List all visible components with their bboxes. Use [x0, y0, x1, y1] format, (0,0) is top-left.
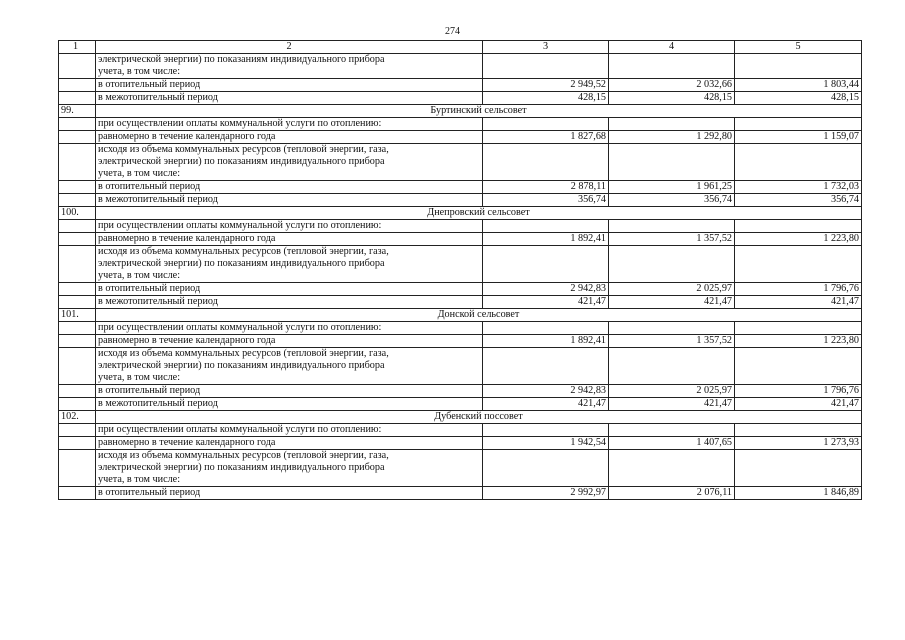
- row-number: [59, 424, 96, 437]
- row-label: в отопительный период: [96, 181, 483, 194]
- value-col-5: [735, 348, 862, 385]
- row-label: равномерно в течение календарного года: [96, 233, 483, 246]
- value-col-3: 1 892,41: [483, 335, 609, 348]
- value-col-4: [609, 450, 735, 487]
- value-col-5: 1 223,80: [735, 335, 862, 348]
- text-row: [59, 322, 862, 335]
- value-col-3: 1 892,41: [483, 233, 609, 246]
- value-col-5: [735, 322, 862, 335]
- text-row: [59, 424, 862, 437]
- value-col-4: 2 032,66: [609, 79, 735, 92]
- value-col-3: [483, 220, 609, 233]
- row-number: [59, 144, 96, 181]
- row-number: [59, 398, 96, 411]
- data-row: [59, 437, 862, 450]
- row-label: в отопительный период: [96, 79, 483, 92]
- value-col-5: [735, 144, 862, 181]
- value-col-3: 2 949,52: [483, 79, 609, 92]
- value-col-5: 1 796,76: [735, 283, 862, 296]
- data-row: [59, 296, 862, 309]
- row-label: исходя из объема коммунальных ресурсов (тепловой энергии, газа, электрической энергии) по показаниям индивидуального прибора учета, в том числе:: [96, 144, 483, 181]
- value-col-4: [609, 348, 735, 385]
- row-label: равномерно в течение календарного года: [96, 437, 483, 450]
- text-row: [59, 246, 862, 283]
- row-number: [59, 283, 96, 296]
- value-col-4: [609, 54, 735, 79]
- value-col-3: 1 942,54: [483, 437, 609, 450]
- section-title: Днепровский сельсовет: [96, 207, 862, 220]
- value-col-4: [609, 322, 735, 335]
- data-row: [59, 194, 862, 207]
- value-col-3: [483, 144, 609, 181]
- value-col-3: [483, 322, 609, 335]
- value-col-4: [609, 144, 735, 181]
- header-col-2: 2: [96, 41, 483, 54]
- row-label: в отопительный период: [96, 385, 483, 398]
- value-col-3: [483, 450, 609, 487]
- value-col-5: 421,47: [735, 296, 862, 309]
- row-number: [59, 194, 96, 207]
- value-col-4: 2 025,97: [609, 283, 735, 296]
- data-row: [59, 92, 862, 105]
- row-number: [59, 220, 96, 233]
- data-row: [59, 131, 862, 144]
- row-number: [59, 54, 96, 79]
- value-col-5: 428,15: [735, 92, 862, 105]
- data-row: [59, 335, 862, 348]
- value-col-4: 2 076,11: [609, 487, 735, 500]
- value-col-4: 1 961,25: [609, 181, 735, 194]
- value-col-5: 1 732,03: [735, 181, 862, 194]
- data-row: [59, 181, 862, 194]
- row-number: [59, 437, 96, 450]
- value-col-4: 428,15: [609, 92, 735, 105]
- section-number: 102.: [59, 411, 96, 424]
- row-label: равномерно в течение календарного года: [96, 131, 483, 144]
- row-label: при осуществлении оплаты коммунальной услуги по отоплению:: [96, 220, 483, 233]
- row-label: равномерно в течение календарного года: [96, 335, 483, 348]
- value-col-3: 2 942,83: [483, 385, 609, 398]
- value-col-4: 421,47: [609, 398, 735, 411]
- data-row: [59, 385, 862, 398]
- value-col-5: 1 223,80: [735, 233, 862, 246]
- value-col-4: 1 357,52: [609, 233, 735, 246]
- row-number: [59, 450, 96, 487]
- row-number: [59, 118, 96, 131]
- value-col-4: [609, 220, 735, 233]
- value-col-5: [735, 220, 862, 233]
- row-number: [59, 131, 96, 144]
- header-col-3: 3: [483, 41, 609, 54]
- page-number: 274: [445, 26, 460, 37]
- value-col-5: 356,74: [735, 194, 862, 207]
- value-col-4: 1 292,80: [609, 131, 735, 144]
- row-label: исходя из объема коммунальных ресурсов (тепловой энергии, газа, электрической энергии) по показаниям индивидуального прибора учета, в том числе:: [96, 246, 483, 283]
- section-row: [59, 105, 862, 118]
- value-col-4: [609, 424, 735, 437]
- row-label: исходя из объема коммунальных ресурсов (тепловой энергии, газа, электрической энергии) по показаниям индивидуального прибора учета, в том числе:: [96, 348, 483, 385]
- header-col-4: 4: [609, 41, 735, 54]
- text-row: [59, 450, 862, 487]
- row-label: исходя из объема коммунальных ресурсов (тепловой энергии, газа, электрической энергии) по показаниям индивидуального прибора учета, в том числе:: [96, 450, 483, 487]
- value-col-5: [735, 54, 862, 79]
- value-col-3: 2 878,11: [483, 181, 609, 194]
- value-col-3: [483, 348, 609, 385]
- value-col-4: 2 025,97: [609, 385, 735, 398]
- header-col-1: 1: [59, 41, 96, 54]
- header-col-5: 5: [735, 41, 862, 54]
- section-title: Буртинский сельсовет: [96, 105, 862, 118]
- value-col-5: 1 159,07: [735, 131, 862, 144]
- row-label: электрической энергии) по показаниям индивидуального прибора учета, в том числе:: [96, 54, 483, 79]
- row-label: при осуществлении оплаты коммунальной услуги по отоплению:: [96, 118, 483, 131]
- row-label: в межотопительный период: [96, 92, 483, 105]
- data-row: [59, 79, 862, 92]
- row-label: в отопительный период: [96, 487, 483, 500]
- value-col-5: 1 803,44: [735, 79, 862, 92]
- row-label: при осуществлении оплаты коммунальной услуги по отоплению:: [96, 322, 483, 335]
- value-col-5: 1 273,93: [735, 437, 862, 450]
- section-number: 101.: [59, 309, 96, 322]
- section-row: [59, 411, 862, 424]
- value-col-3: 421,47: [483, 296, 609, 309]
- value-col-5: [735, 118, 862, 131]
- value-col-5: 421,47: [735, 398, 862, 411]
- row-number: [59, 322, 96, 335]
- section-number: 99.: [59, 105, 96, 118]
- data-row: [59, 398, 862, 411]
- data-row: [59, 487, 862, 500]
- value-col-4: 421,47: [609, 296, 735, 309]
- data-row: [59, 283, 862, 296]
- value-col-5: [735, 424, 862, 437]
- tariff-table: [58, 40, 862, 500]
- row-number: [59, 385, 96, 398]
- text-row: [59, 118, 862, 131]
- section-title: Дубенский поссовет: [96, 411, 862, 424]
- value-col-4: [609, 118, 735, 131]
- value-col-4: [609, 246, 735, 283]
- text-row: [59, 54, 862, 79]
- row-label: в межотопительный период: [96, 398, 483, 411]
- value-col-3: 428,15: [483, 92, 609, 105]
- value-col-3: [483, 54, 609, 79]
- value-col-3: 421,47: [483, 398, 609, 411]
- row-number: [59, 181, 96, 194]
- section-title: Донской сельсовет: [96, 309, 862, 322]
- value-col-3: [483, 246, 609, 283]
- column-number-header: [59, 41, 862, 54]
- value-col-4: 356,74: [609, 194, 735, 207]
- value-col-3: [483, 424, 609, 437]
- row-label: в межотопительный период: [96, 194, 483, 207]
- row-number: [59, 487, 96, 500]
- data-row: [59, 233, 862, 246]
- row-number: [59, 348, 96, 385]
- section-row: [59, 309, 862, 322]
- text-row: [59, 220, 862, 233]
- value-col-3: 2 942,83: [483, 283, 609, 296]
- row-number: [59, 79, 96, 92]
- value-col-4: 1 357,52: [609, 335, 735, 348]
- value-col-3: 356,74: [483, 194, 609, 207]
- value-col-5: [735, 450, 862, 487]
- row-number: [59, 335, 96, 348]
- row-label: при осуществлении оплаты коммунальной услуги по отоплению:: [96, 424, 483, 437]
- row-label: в отопительный период: [96, 283, 483, 296]
- value-col-5: 1 846,89: [735, 487, 862, 500]
- value-col-3: [483, 118, 609, 131]
- text-row: [59, 144, 862, 181]
- value-col-3: 1 827,68: [483, 131, 609, 144]
- row-label: в межотопительный период: [96, 296, 483, 309]
- row-number: [59, 246, 96, 283]
- value-col-4: 1 407,65: [609, 437, 735, 450]
- section-row: [59, 207, 862, 220]
- row-number: [59, 92, 96, 105]
- value-col-5: [735, 246, 862, 283]
- text-row: [59, 348, 862, 385]
- value-col-5: 1 796,76: [735, 385, 862, 398]
- row-number: [59, 233, 96, 246]
- row-number: [59, 296, 96, 309]
- value-col-3: 2 992,97: [483, 487, 609, 500]
- section-number: 100.: [59, 207, 96, 220]
